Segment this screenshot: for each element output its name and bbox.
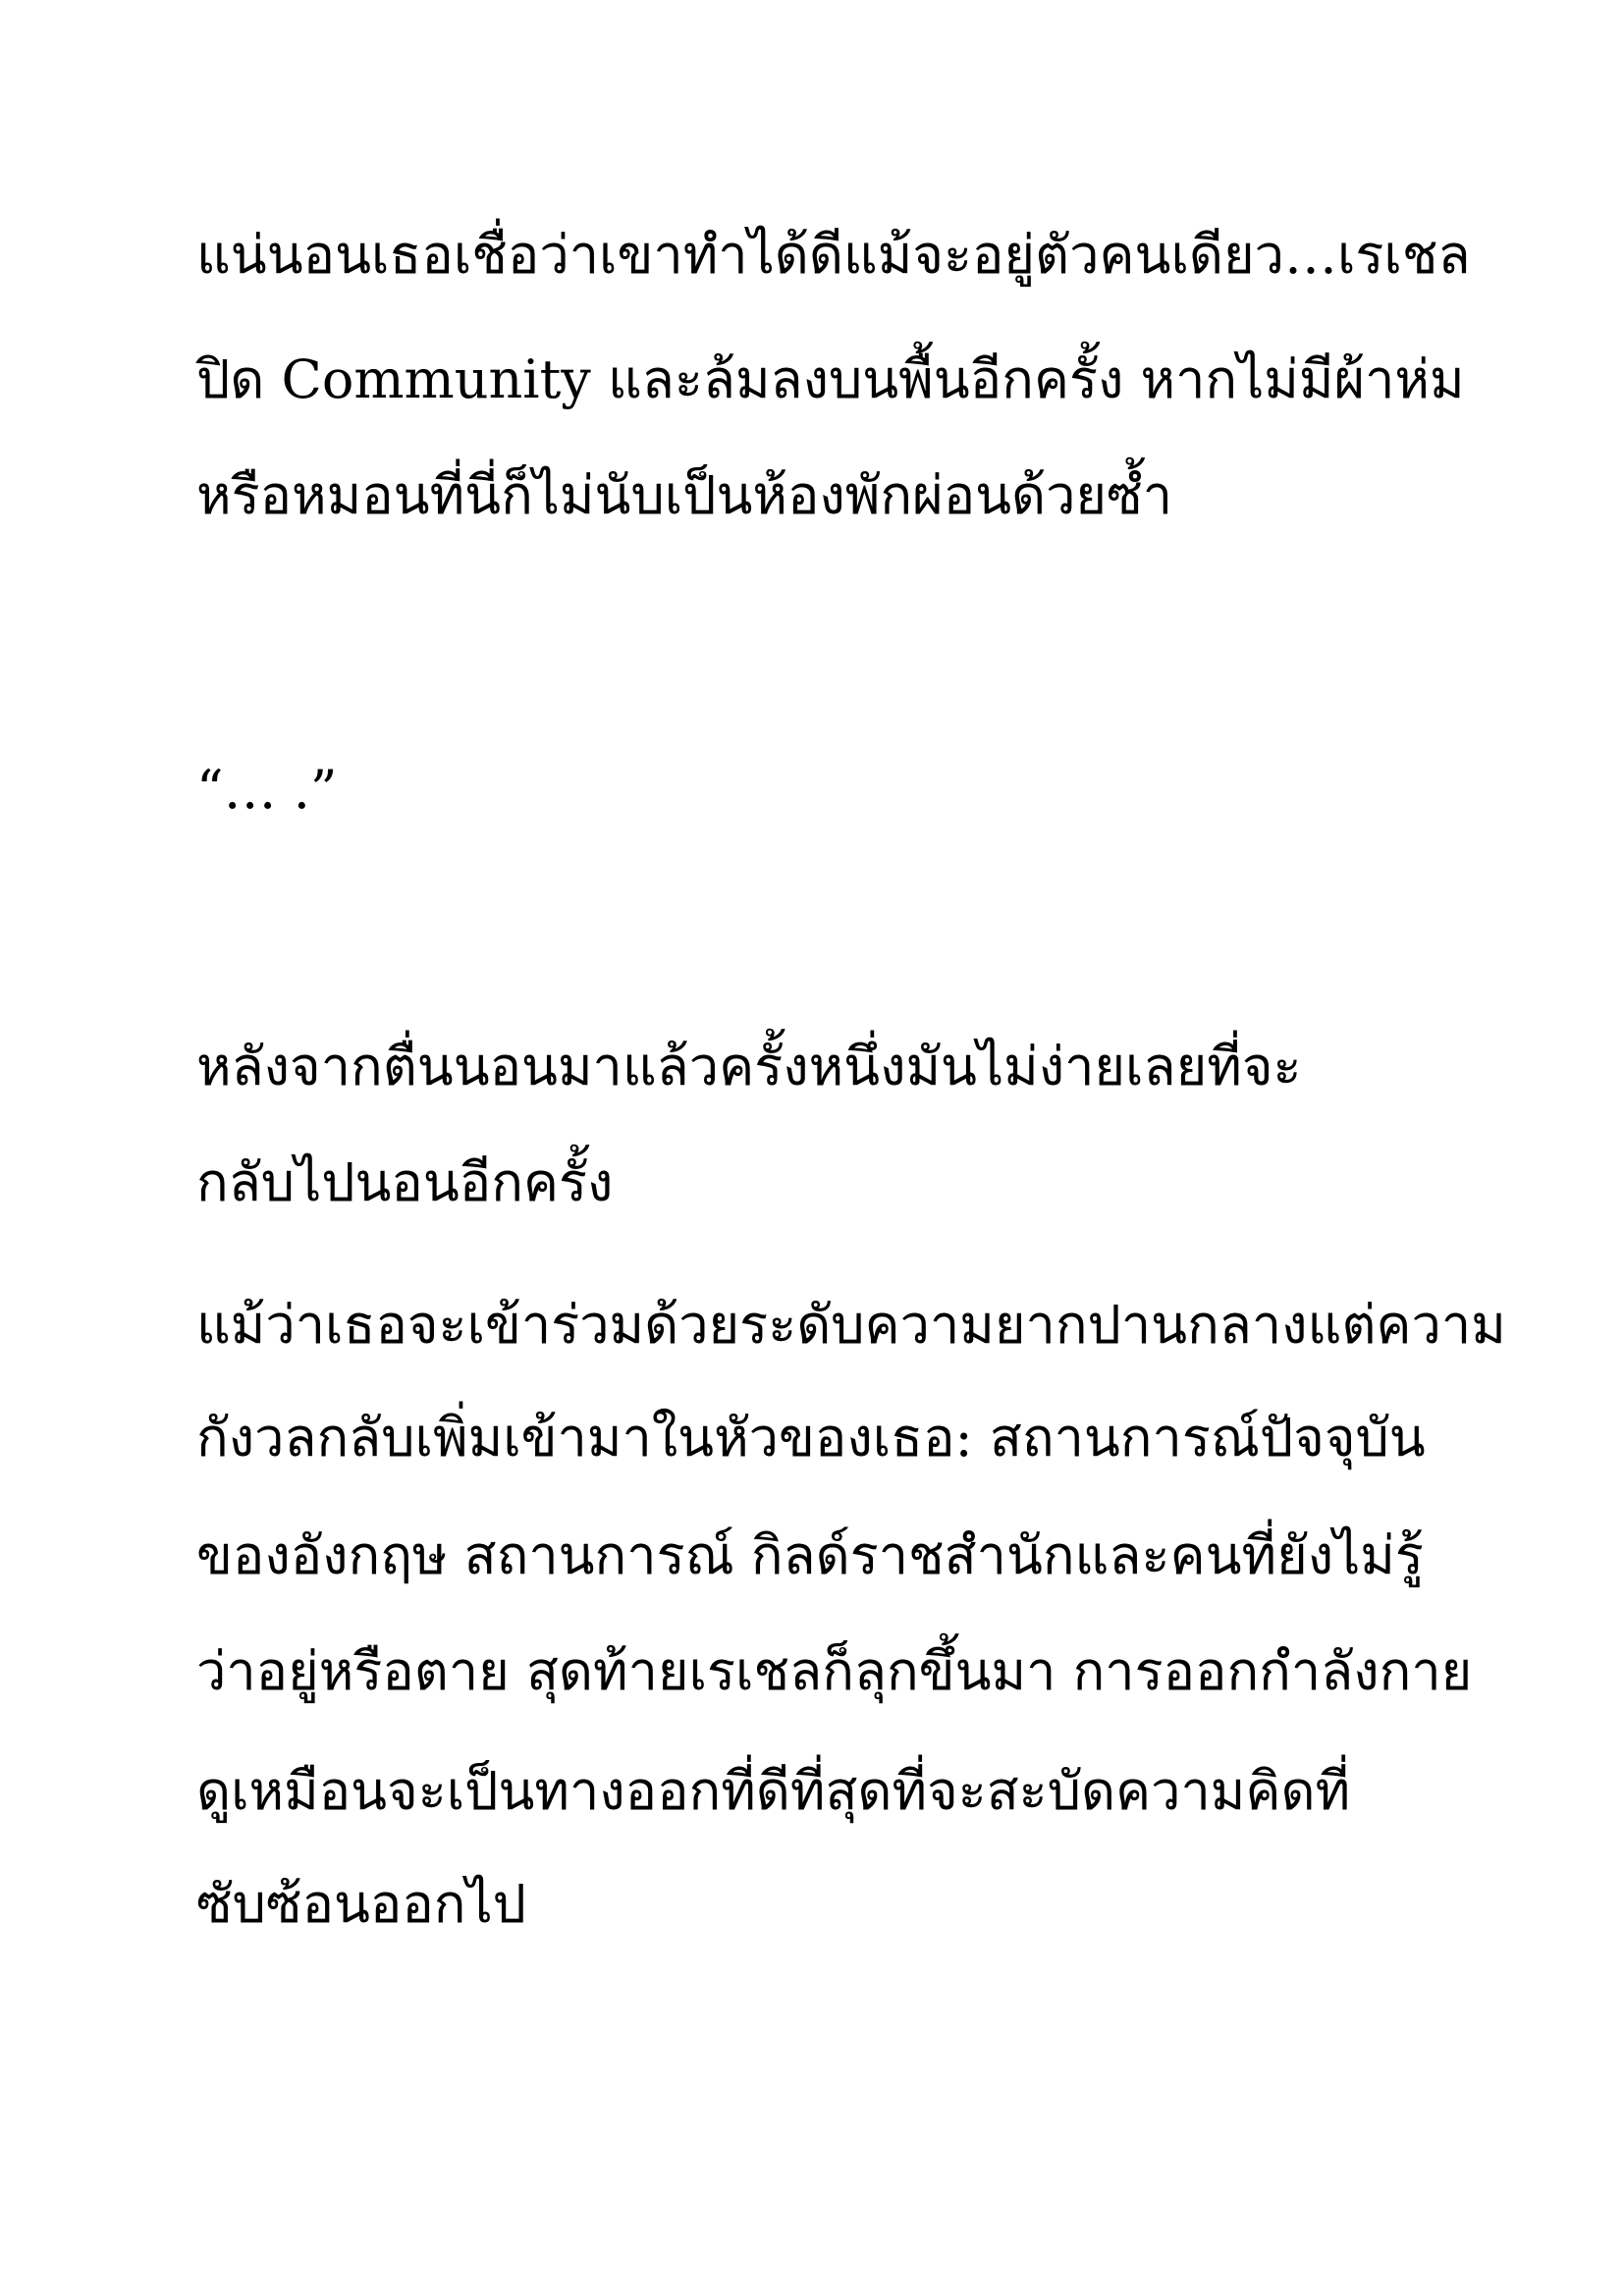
paragraph-4-line-3: ของอังกฤษ สถานการณ์ กิลด์ราชสำนักและคนที่ยังไม่รู้ [196,1524,1424,1586]
paragraph-4-line-4: ว่าอยู่หรือตาย สุดท้ายเรเชลก็ลุกขึ้นมา การออกกำลังกาย [196,1640,1473,1702]
paragraph-4-line-6: ซับซ้อนออกไป [196,1873,526,1935]
paragraph-4-line-1: แม้ว่าเธอจะเข้าร่วมด้วยระดับความยากปานกลางแต่ความ [196,1294,1506,1356]
paragraph-1-line-2: ปิด Community และล้มลงบนพื้นอีกครั้ง หากไม่มีผ้าห่ม [196,348,1465,410]
paragraph-1-line-3: หรือหมอนที่นี่ก็ไม่นับเป็นห้องพักผ่อนด้วยซ้ำ [196,464,1173,526]
paragraph-4-line-2: กังวลกลับเพิ่มเข้ามาในหัวของเธอ: สถานการณ์ปัจจุบัน [196,1407,1426,1468]
paragraph-3-line-1: หลังจากตื่นนอนมาแล้วครั้งหนึ่งมันไม่ง่ายเลยที่จะ [196,1036,1302,1097]
paragraph-2-line-1: “… .” [196,759,338,821]
paragraph-4-line-5: ดูเหมือนจะเป็นทางออกที่ดีที่สุดที่จะสะบัดความคิดที่ [196,1760,1351,1822]
paragraph-1-line-1: แน่นอนเธอเชื่อว่าเขาทำได้ดีแม้จะอยู่ตัวคนเดียว…เรเชล [196,224,1471,286]
paragraph-3-line-2: กลับไปนอนอีกครั้ง [196,1151,614,1213]
